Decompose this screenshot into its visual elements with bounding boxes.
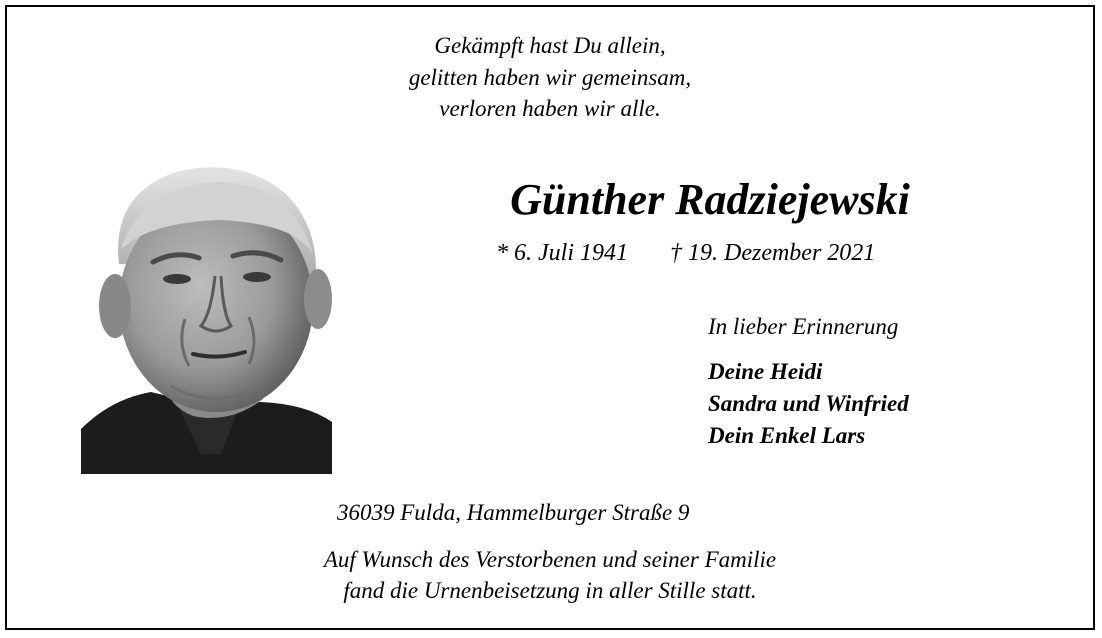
remembrance-heading: In lieber Erinnerung xyxy=(708,314,899,339)
mourning-address: 36039 Fulda, Hammelburger Straße 9 xyxy=(337,500,690,525)
mourners-list xyxy=(708,356,909,452)
death-date: † 19. Dezember 2021 xyxy=(670,240,876,266)
birth-date: * 6. Juli 1941 xyxy=(496,240,628,266)
portrait-illustration xyxy=(81,154,332,474)
closing-line: Auf Wunsch des Verstorbenen und seiner Familie xyxy=(323,547,777,572)
mourner-name: Deine Heidi xyxy=(708,359,823,384)
closing-line: fand die Urnenbeisetzung in aller Stille statt. xyxy=(343,578,757,603)
closing-note xyxy=(250,544,850,606)
motto-line: verloren haben wir alle. xyxy=(439,96,661,121)
mourner-name: Sandra und Winfried xyxy=(708,391,909,416)
motto-line: Gekämpft hast Du allein, xyxy=(434,33,666,58)
mourner-name: Dein Enkel Lars xyxy=(708,423,866,448)
deceased-name: Günther Radziejewski xyxy=(510,175,910,224)
motto-verse xyxy=(300,30,800,125)
life-dates xyxy=(496,237,875,269)
motto-line: gelitten haben wir gemeinsam, xyxy=(408,64,692,90)
portrait-photo xyxy=(81,154,332,474)
